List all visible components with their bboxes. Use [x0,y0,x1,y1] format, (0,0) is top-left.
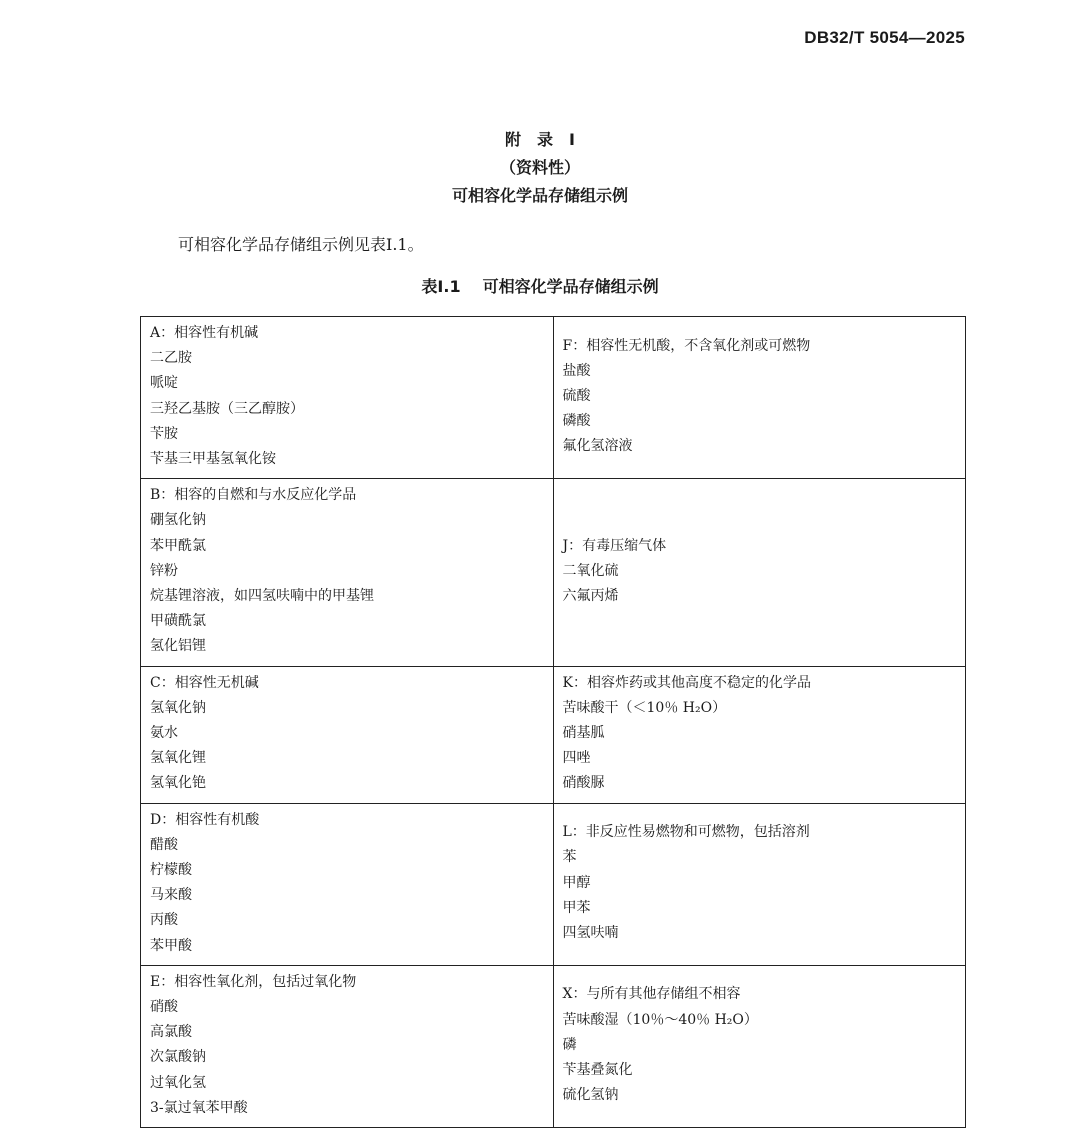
appendix-nature: （资料性） [499,158,580,177]
storage-group-title: A：相容性有机碱 [150,325,259,341]
appendix-label: 附 录 I [505,130,575,149]
chemical-item: 马来酸 [150,887,192,904]
chemical-item: 苯甲酸 [150,937,192,954]
chemical-item: 氟化氢溶液 [562,438,633,455]
storage-group-cell [141,317,554,479]
storage-group-cell [553,803,966,965]
chemical-item: 四氢呋喃 [562,925,619,942]
chemical-item: 盐酸 [562,362,591,379]
storage-group-title: L：非反应性易燃物和可燃物，包括溶剂 [562,824,810,841]
storage-group-cell [553,317,966,479]
chemical-item: 锌粉 [150,562,178,579]
chemical-item: 硫酸 [562,388,591,404]
chemical-item: 过氧化氢 [150,1074,206,1091]
table-caption-title: 可相容化学品存储组示例 [482,277,659,296]
storage-group-title: F：相容性无机酸，不含氧化剂或可燃物 [562,337,811,354]
storage-group-title: B：相容的自燃和与水反应化学品 [150,487,357,504]
chemical-item: 硫化氢钠 [562,1087,619,1104]
chemical-item: 氨水 [150,725,178,742]
chemical-item: 氢氧化锂 [150,750,206,767]
chemical-item: 甲醇 [562,874,591,891]
table-row [141,803,966,965]
chemical-item: 苯 [562,849,577,866]
chemical-item: 烷基锂溶液，如四氢呋喃中的甲基锂 [150,588,374,605]
appendix-title: 可相容化学品存储组示例 [451,186,628,205]
chemical-item: 三羟乙基胺（三乙醇胺） [150,400,304,417]
storage-group-cell [141,666,554,803]
storage-group-title: K：相容炸药或其他高度不稳定的化学品 [562,674,811,691]
chemical-item: 高氯酸 [150,1024,192,1041]
storage-group-title: J：有毒压缩气体 [562,537,667,554]
intro-paragraph: 可相容化学品存储组示例见表I.1。 [178,235,424,254]
standard-number: DB32/T 5054—2025 [804,28,965,47]
storage-group-title: D：相容性有机酸 [150,811,260,828]
table-row [141,317,966,479]
table-row [141,479,966,666]
chemical-item: 苦味酸干（＜10％ H₂O） [562,699,727,716]
chemical-item: 苦味酸湿（10％～40％ H₂O） [562,1011,758,1028]
chemical-item: 磷 [562,1036,577,1053]
chemical-item: 丙酸 [150,912,178,929]
table-row [141,965,966,1127]
chemical-item: 苄基叠氮化 [562,1062,633,1079]
chemical-item: 苄胺 [150,425,178,442]
chemical-item: 硝酸 [150,999,178,1016]
chemical-item: 醋酸 [150,836,178,853]
chemical-item: 二氧化硫 [562,562,619,579]
chemical-item: 柠檬酸 [150,862,192,879]
table-caption-number: 表I.1 [421,277,461,296]
storage-group-title: X：与所有其他存储组不相容 [562,986,741,1003]
chemical-item: 硝基胍 [562,725,605,742]
chemical-item: 磷酸 [562,413,591,430]
chemical-item: 苄基三甲基氢氧化铵 [150,451,276,468]
storage-group-cell [553,479,966,666]
storage-group-cell [141,803,554,965]
table-caption [0,274,1080,297]
storage-group-cell [553,965,966,1127]
chemical-item: 3-氯过氧苯甲酸 [150,1099,248,1116]
chemical-item: 六氟丙烯 [562,588,619,605]
chemical-item: 四唑 [562,750,591,767]
chemical-item: 二乙胺 [150,350,192,367]
storage-groups-table [140,316,966,1128]
chemical-item: 氢氧化钠 [150,699,206,716]
storage-group-title: C：相容性无机碱 [150,674,259,691]
chemical-item: 哌啶 [150,375,178,392]
chemical-item: 氢氧化铯 [150,775,206,792]
storage-group-title: E：相容性氧化剂，包括过氧化物 [150,973,357,990]
storage-group-cell [141,965,554,1127]
chemical-item: 甲磺酰氯 [150,613,206,630]
table-row [141,666,966,803]
chemical-item: 甲苯 [562,899,591,916]
storage-group-cell [553,666,966,803]
chemical-item: 苯甲酰氯 [150,537,206,554]
chemical-item: 次氯酸钠 [150,1049,206,1066]
chemical-item: 硼氢化钠 [150,512,206,529]
storage-group-cell [141,479,554,666]
chemical-item: 硝酸脲 [562,775,605,792]
chemical-item: 氢化铝锂 [150,638,206,655]
